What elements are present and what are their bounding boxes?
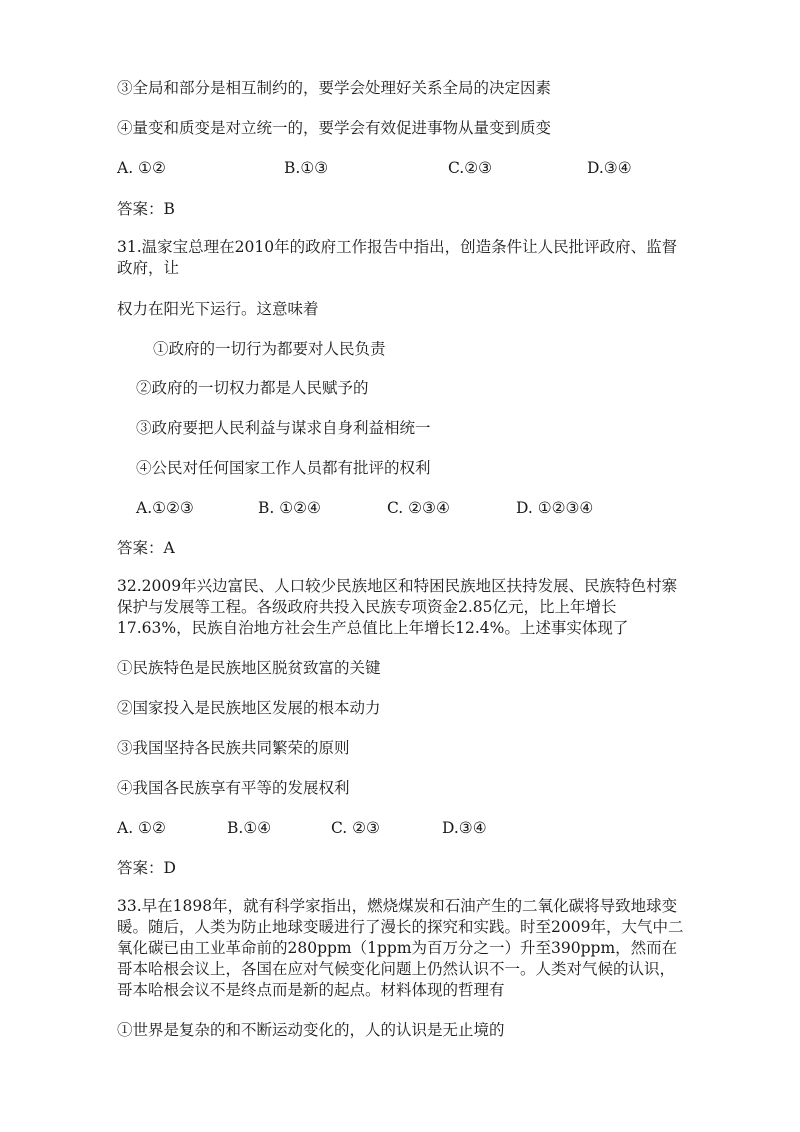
q31-item-2: ②政府的一切权力都是人民赋予的 bbox=[136, 379, 369, 397]
q31-option-a: A.①②③ bbox=[136, 499, 194, 517]
q32-item-4: ④我国各民族享有平等的发展权利 bbox=[117, 779, 350, 797]
q31-stem-line-1: 31.温家宝总理在2010年的政府工作报告中指出，创造条件让人民批评政府、监督政府，让 bbox=[117, 238, 678, 277]
q31-answer: 答案：A bbox=[117, 539, 175, 557]
q30-option-a: A. ①② bbox=[117, 159, 166, 177]
q30-option-c: C.②③ bbox=[448, 159, 493, 177]
q32-option-a: A. ①② bbox=[117, 819, 166, 837]
q31-option-b: B. ①②④ bbox=[258, 499, 321, 517]
q31-stem-line-2: 权力在阳光下运行。这意味着 bbox=[117, 300, 319, 318]
q31-option-d: D. ①②③④ bbox=[516, 499, 594, 517]
q32-answer: 答案：D bbox=[117, 859, 176, 877]
q32-stem: 32.2009年兴边富民、人口较少民族地区和特困民族地区扶持发展、民族特色村寨保护与发展等工程。各级政府共投入民族专项资金2.85亿元，比上年增长17.63%，民族自治地方社会生产总值比上年增长12.4%。上述事实体现了 bbox=[117, 577, 678, 637]
q31-item-3: ③政府要把人民利益与谋求自身利益相统一 bbox=[136, 419, 431, 437]
q32-item-3: ③我国坚持各民族共同繁荣的原则 bbox=[117, 739, 350, 757]
q33-stem: 33.早在1898年，就有科学家指出，燃烧煤炭和石油产生的二氧化碳将导致地球变暖。随后，人类为防止地球变暖进行了漫长的探究和实践。时至2009年，大气中二氧化碳已由工业革命前的280ppm（1ppm为百万分之一）升至390ppm，然而在哥本哈根会议上，各国在应对气候变化问题上仍然认识不一。人类对气候的认识，哥本哈根会议不是终点而是新的起点。材料体现的哲理有 bbox=[117, 897, 684, 999]
q30-option-b: B.①③ bbox=[284, 159, 329, 177]
q32-option-b: B.①④ bbox=[227, 819, 272, 837]
q30-answer: 答案：B bbox=[117, 200, 175, 218]
q32-option-c: C. ②③ bbox=[331, 819, 380, 837]
q30-options bbox=[117, 157, 717, 179]
q31-item-1: ①政府的一切行为都要对人民负责 bbox=[153, 340, 386, 358]
q31-item-4: ④公民对任何国家工作人员都有批评的权利 bbox=[136, 459, 431, 477]
q32-item-1: ①民族特色是民族地区脱贫致富的关键 bbox=[117, 659, 381, 677]
q30-item-4: ④量变和质变是对立统一的，要学会有效促进事物从量变到质变 bbox=[117, 119, 552, 137]
q30-item-3: ③全局和部分是相互制约的，要学会处理好关系全局的决定因素 bbox=[117, 79, 552, 97]
q31-option-c: C. ②③④ bbox=[387, 499, 450, 517]
q31-options bbox=[136, 497, 736, 519]
q30-option-d: D.③④ bbox=[587, 159, 632, 177]
q32-options bbox=[117, 817, 717, 839]
q33-item-1: ①世界是复杂的和不断运动变化的，人的认识是无止境的 bbox=[117, 1021, 505, 1039]
q32-option-d: D.③④ bbox=[442, 819, 487, 837]
q32-item-2: ②国家投入是民族地区发展的根本动力 bbox=[117, 699, 381, 717]
